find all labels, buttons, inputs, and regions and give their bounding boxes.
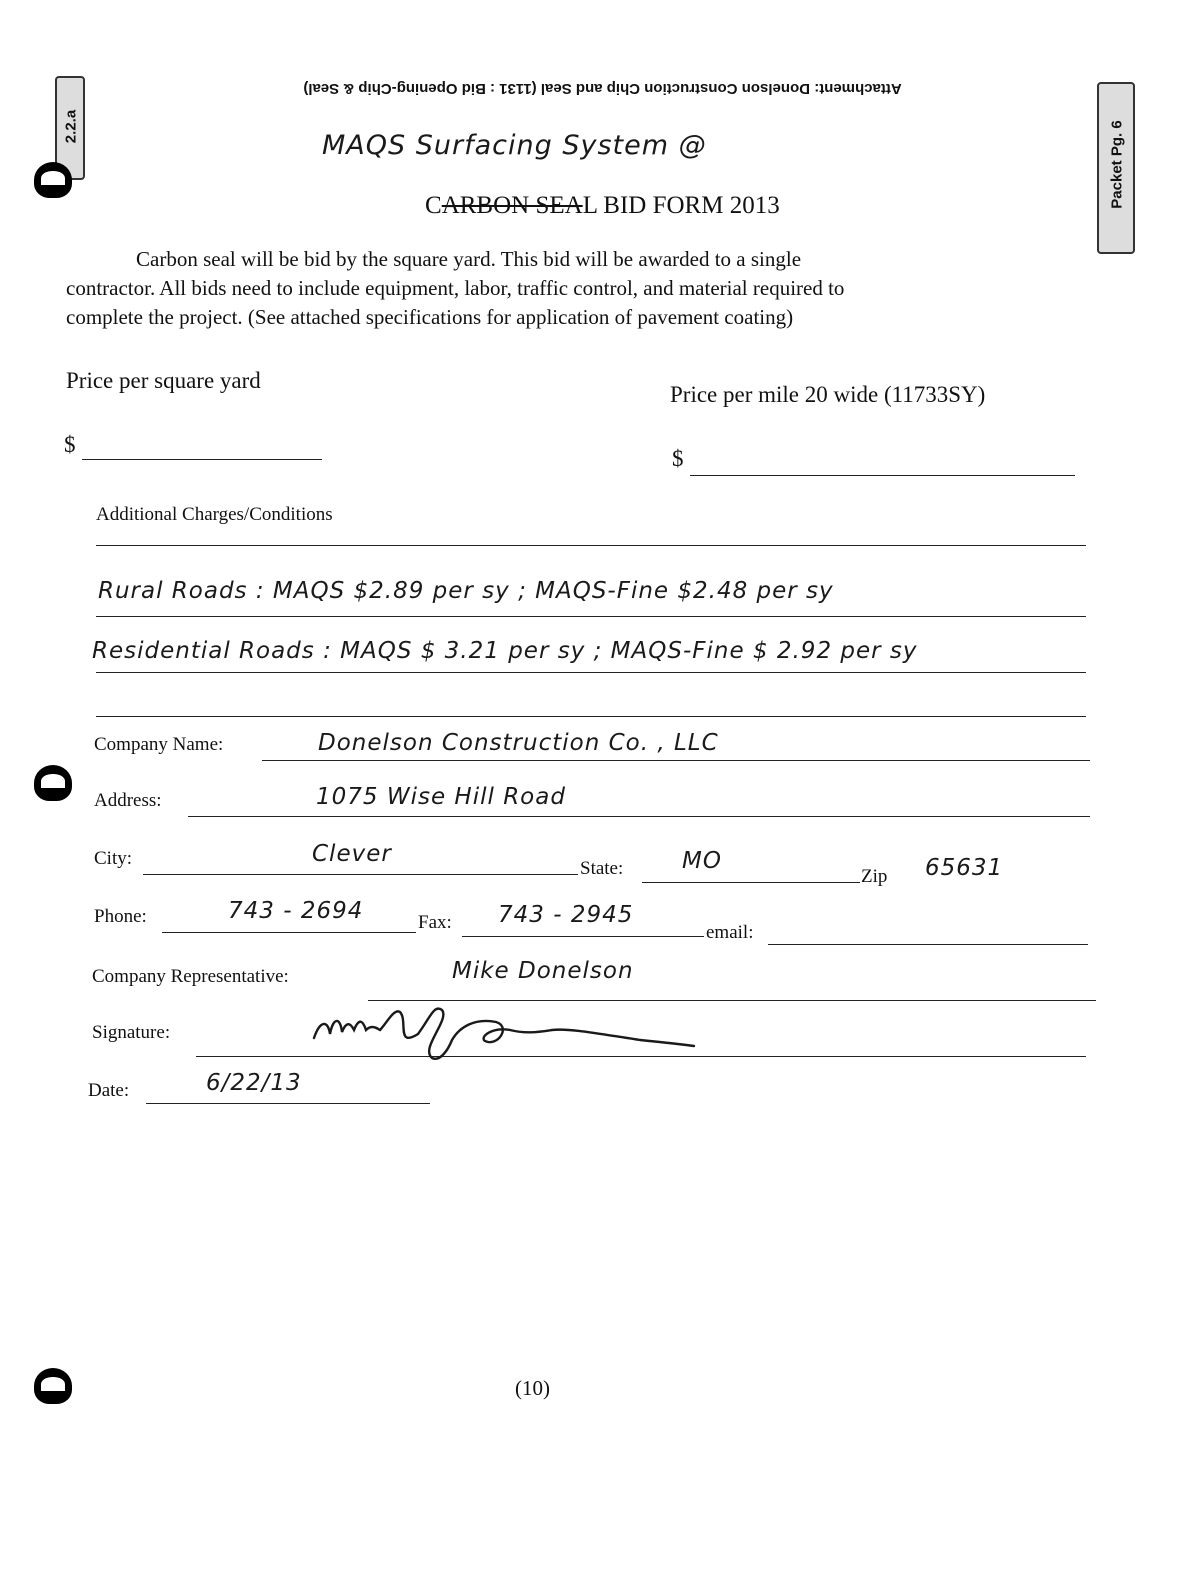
email-field[interactable] [768, 944, 1088, 945]
signature-scribble [300, 1000, 700, 1070]
zip-value: 65631 [925, 855, 1004, 881]
company-name-value: Donelson Construction Co. , LLC [318, 730, 719, 756]
phone-value: 743 - 2694 [228, 898, 364, 924]
fax-field[interactable] [462, 936, 704, 937]
phone-label: Phone: [94, 906, 147, 927]
form-title [425, 192, 780, 220]
address-value: 1075 Wise Hill Road [316, 784, 566, 810]
punch-hole-icon [34, 765, 72, 801]
state-field[interactable] [642, 882, 860, 883]
form-line [96, 716, 1086, 717]
packet-page-tab [1097, 82, 1135, 254]
price-per-mile-field[interactable] [690, 475, 1075, 476]
state-value: MO [682, 848, 722, 874]
fax-value: 743 - 2945 [498, 902, 634, 928]
rural-roads-pricing: Rural Roads : MAQS $2.89 per sy ; MAQS-Fine $2.48 per sy [98, 578, 834, 604]
representative-value: Mike Donelson [452, 958, 634, 984]
section-tab-label: 2.2.a [62, 109, 80, 144]
price-per-yard-label: Price per square yard [66, 368, 261, 393]
date-label: Date: [88, 1080, 130, 1101]
date-field[interactable] [146, 1103, 430, 1104]
fax-label: Fax: [418, 912, 452, 933]
page-number: (10) [515, 1376, 550, 1400]
representative-label: Company Representative: [92, 966, 289, 987]
city-value: Clever [312, 841, 392, 867]
date-value: 6/22/13 [206, 1070, 302, 1096]
intro-line: contractor. All bids need to include equipment, labor, traffic control, and material required to [66, 276, 845, 300]
city-label: City: [94, 848, 133, 869]
company-name-field[interactable] [262, 760, 1090, 761]
form-line [96, 545, 1086, 546]
address-field[interactable] [188, 816, 1090, 817]
form-line [96, 616, 1086, 617]
additional-charges-label: Additional Charges/Conditions [96, 504, 333, 525]
form-line [96, 672, 1086, 673]
attachment-header: Attachment: Donelson Construction Chip and Seal (1131 : Bid Opening-Chip & Seal) [303, 80, 902, 97]
currency-symbol: $ [672, 446, 684, 471]
currency-symbol: $ [64, 432, 76, 457]
signature-label: Signature: [92, 1022, 171, 1043]
punch-hole-icon [34, 1368, 72, 1404]
state-label: State: [580, 858, 624, 879]
intro-paragraph [66, 245, 1076, 332]
intro-line: Carbon seal will be bid by the square yard. This bid will be awarded to a single [136, 247, 802, 271]
city-field[interactable] [143, 874, 578, 875]
handwritten-title: MAQS Surfacing System @ [322, 130, 707, 161]
price-per-mile-label: Price per mile 20 wide (11733SY) [670, 382, 986, 407]
title-suffix: L BID FORM 2013 [582, 192, 780, 219]
punch-hole-icon [34, 162, 72, 198]
email-label: email: [706, 922, 754, 943]
intro-line: complete the project. (See attached specifications for application of pavement coating) [66, 305, 794, 329]
title-prefix: C [425, 192, 442, 219]
residential-roads-pricing: Residential Roads : MAQS $ 3.21 per sy ; MAQS-Fine $ 2.92 per sy [92, 638, 918, 664]
title-struck: ARBON SEA [441, 192, 583, 219]
zip-label: Zip [861, 866, 888, 887]
packet-page-label: Packet Pg. 6 [1108, 120, 1126, 209]
phone-field[interactable] [162, 932, 416, 933]
price-per-yard-field[interactable] [82, 459, 322, 460]
company-name-label: Company Name: [94, 734, 224, 755]
address-label: Address: [94, 790, 162, 811]
